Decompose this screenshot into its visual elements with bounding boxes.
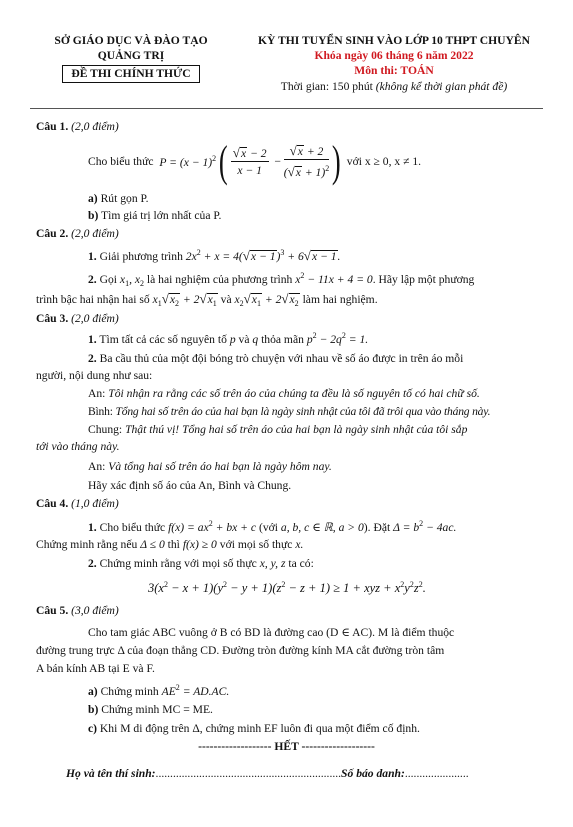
q4-part1-line2: Chứng minh rằng nếu Δ ≤ 0 thì f(x) ≥ 0 với mọi số thực x.: [36, 538, 304, 551]
q4-heading: Câu 4. (1,0 điểm): [36, 497, 119, 510]
dept-line2: QUẢNG TRỊ: [97, 49, 165, 62]
exam-subject: Môn thi: TOÁN: [354, 64, 434, 77]
q5-part-b: b) Chứng minh MC = ME.: [88, 703, 213, 716]
q3-heading: Câu 3. (2,0 điểm): [36, 312, 119, 325]
q3-an2-line: An: Và tổng hai số trên áo hai bạn là ngày hôm nay.: [88, 460, 332, 473]
q5-line2: đường trung trực Δ của đoạn thẳng CD. Đường tròn đường kính MA cắt đường tròn tâm: [36, 644, 445, 657]
q3-part1: 1. Tìm tất cả các số nguyên tố p và q thỏa mãn $p^2 - 2q^2 = 1$.: [88, 331, 369, 346]
end-marker: ------------------- HẾT -------------------: [198, 740, 375, 753]
exam-time: Thời gian: 150 phút (không kể thời gian phát đề): [280, 80, 508, 93]
header-department: [36, 33, 226, 83]
q1-part-b: b) Tìm giá trị lớn nhất của P.: [88, 209, 222, 222]
q4-inequality: $3(x^2 - x + 1)(y^2 - y + 1)(z^2 - z + 1) \ge 1$ + xyz + $x^2y^2z^2$.: [148, 580, 426, 595]
header-exam-info: [244, 33, 544, 94]
q5-heading: Câu 5. (3,0 điểm): [36, 604, 119, 617]
official-badge: ĐỀ THI CHÍNH THỨC: [62, 65, 199, 83]
q4-part1-line1: 1. Cho biểu thức $f(x) = ax^2$ + bx + c (với a, b, c ∈ ℝ, a > 0). Đặt $\Delta = b^2 - 4ac$.: [88, 519, 457, 534]
header-divider: [30, 108, 543, 109]
dept-line1: SỞ GIÁO DỤC VÀ ĐÀO TẠO: [54, 34, 208, 47]
q2-part2-line2: trình bậc hai nhận hai số $x_1√x_2 + 2√x_1$ và $x_2√x_1 + 2√x_2$ làm hai nghiệm.: [36, 291, 378, 308]
q4-part2: 2. Chứng minh rằng với mọi số thực x, y, z ta có:: [88, 557, 314, 570]
q3-part2-line1: 2. Ba cầu thủ của một đội bóng trò chuyện với nhau về số áo được in trên áo mỗi: [88, 352, 464, 365]
q1-formula: Cho biểu thức $P = (x - 1)^2$( $\frac{√x - 2}{x - 1}$ − $\frac{√x + 2}{(√x + 1)^2}$ ) với x ≥ 0, x ≠ 1.: [88, 137, 422, 186]
q5-line1: Cho tam giác ABC vuông ở B có BD là đường cao (D ∈ AC). M là điểm thuộc: [88, 626, 455, 639]
exam-date: Khóa ngày 06 tháng 6 năm 2022: [314, 49, 474, 62]
q5-part-c: c) Khi M di động trên Δ, chứng minh EF luôn đi qua một điểm cố định.: [88, 722, 420, 735]
q3-an-line: An: Tôi nhận ra rằng các số trên áo của chúng ta đều là số nguyên tố có hai chữ số.: [88, 387, 480, 400]
q2-part2-line1: 2. Gọi $x_1$, $x_2$ là hai nghiệm của phương trình $x^2 - 11x + 4 = 0$. Hãy lập một phương: [88, 271, 475, 288]
q2-part1: 1. Giải phương trình $2x^2 + x = 4(√x - 1)^3 + 6√x - 1$.: [88, 248, 341, 263]
q1-heading: Câu 1. (2,0 điểm): [36, 120, 119, 133]
candidate-footer: Họ và tên thí sinh:................................................................Số báo danh:......................: [66, 767, 469, 780]
q3-chung-line2: tới vào tháng này.: [36, 440, 120, 453]
q3-chung-line1: Chung: Thật thú vị! Tổng hai số trên áo của hai bạn là ngày sinh nhật của tôi sắp: [88, 423, 468, 436]
q2-heading: Câu 2. (2,0 điểm): [36, 227, 119, 240]
q3-part2-line2: người, nội dung như sau:: [36, 369, 153, 382]
q5-part-a: a) Chứng minh $AE^2 = AD.AC$.: [88, 683, 230, 698]
exam-title: KỲ THI TUYỂN SINH VÀO LỚP 10 THPT CHUYÊN: [257, 34, 531, 47]
q5-line3: A bán kính AB tại E và F.: [36, 662, 155, 675]
q1-part-a: a) Rút gọn P.: [88, 192, 149, 205]
q3-binh-line: Bình: Tổng hai số trên áo của hai bạn là ngày sinh nhật của tôi đã trôi qua vào tháng này.: [88, 405, 491, 418]
q3-ask: Hãy xác định số áo của An, Bình và Chung.: [88, 479, 292, 492]
